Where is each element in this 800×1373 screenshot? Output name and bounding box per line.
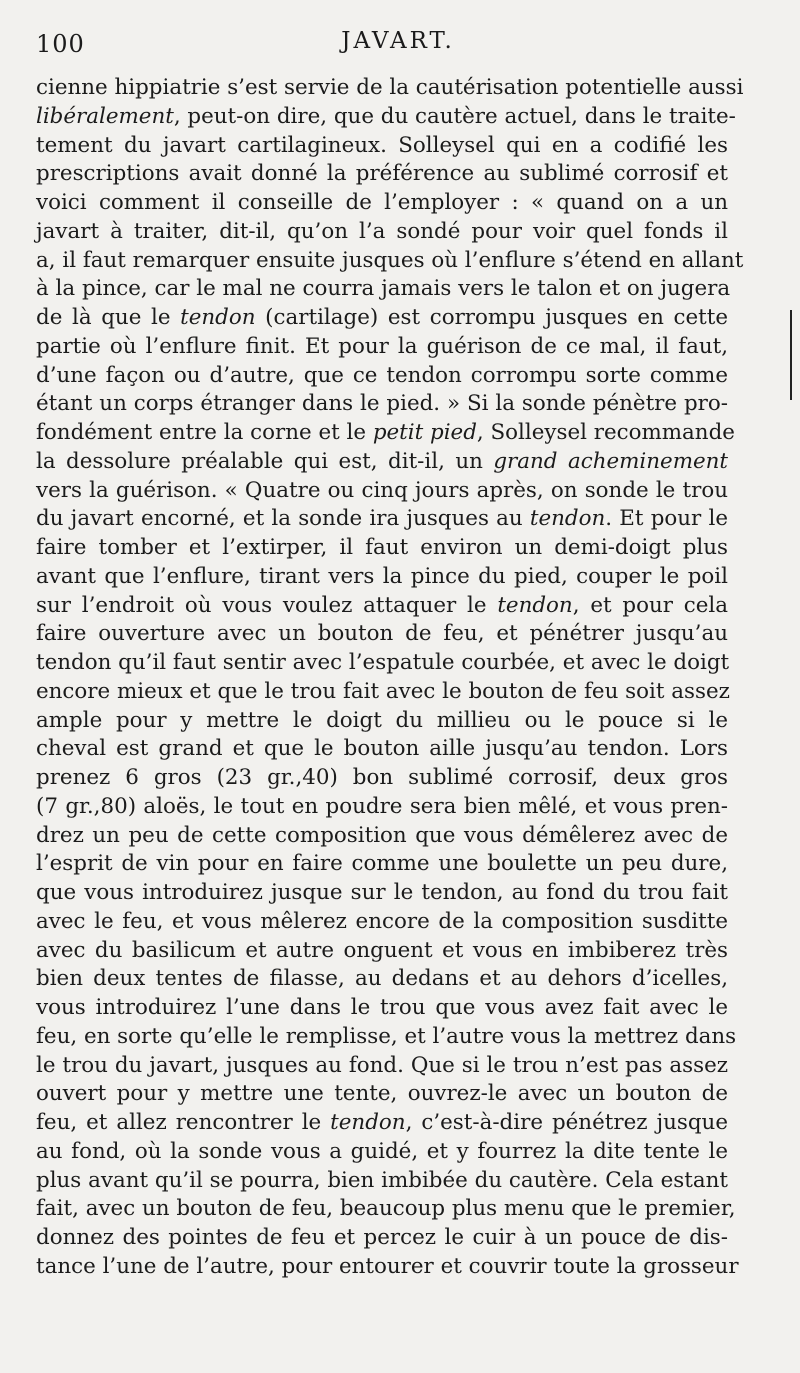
text-segment: le trou du javart, jusques au fond. Que si le trou n’est pas assez [36, 1052, 728, 1078]
text-segment: javart à traiter, dit-il, qu’on l’a sondé pour voir quel fonds il [36, 218, 728, 244]
text-segment: étant un corps étranger dans le pied. » Si la sonde pénètre pro- [36, 391, 728, 417]
text-segment: que vous introduirez jusque sur le tendon, au fond du trou fait [36, 880, 728, 905]
text-line [36, 1023, 737, 1052]
text-line [36, 563, 728, 592]
text-segment: ouvert pour y mettre une tente, ouvrez-le avec un bouton de [36, 1081, 728, 1107]
text-line [36, 592, 728, 621]
text-line [36, 74, 744, 103]
text-segment: prenez 6 gros (23 gr.,40) bon sublimé corrosif, deux gros [36, 765, 728, 790]
text-line [36, 333, 728, 362]
text-segment: (cartilage) est corrompu jusques en cette [255, 305, 728, 330]
text-segment: cienne hippiatrie s’est servie de la cautérisation potentielle aussi [36, 75, 744, 100]
italic-term: tendon [330, 1110, 406, 1135]
text-line [36, 822, 728, 851]
text-segment: au fond, où la sonde vous a guidé, et y fourrez la dite tente le [36, 1138, 728, 1164]
text-segment: prescriptions avait donné la préférence au sublimé corrosif et [36, 161, 728, 187]
text-line [36, 103, 736, 132]
text-line [36, 850, 728, 879]
text-line [36, 1080, 728, 1109]
text-line [36, 620, 728, 649]
page-number: 100 [36, 30, 85, 58]
text-segment: voici comment il conseille de l’employer : « quand on a un [36, 190, 728, 215]
text-segment: a, il faut remarquer ensuite jusques où l’enflure s’étend en allant [36, 247, 744, 273]
text-line [36, 965, 728, 994]
running-title: JAVART. [341, 28, 455, 54]
text-segment: faire tomber et l’extirper, il faut environ un demi-doigt plus [36, 535, 728, 560]
text-segment: . Et pour le [605, 506, 728, 532]
text-segment: du javart encorné, et la sonde ira jusques au [36, 506, 530, 532]
text-segment: faire ouverture avec un bouton de feu, et pénétrer jusqu’au [36, 621, 728, 647]
text-segment: la dessolure préalable qui est, dit-il, un [36, 448, 494, 474]
text-line [36, 189, 728, 218]
text-line [36, 132, 728, 161]
text-line [36, 908, 728, 937]
text-segment: , Solleysel recommande [476, 420, 735, 445]
italic-term: libéralement [36, 103, 174, 129]
text-segment: de là que le [36, 305, 181, 330]
italic-term: petit pied [372, 420, 477, 445]
text-segment: sur l’endroit où vous voulez attaquer le [36, 592, 498, 618]
text-line [36, 1253, 739, 1282]
margin-rule [790, 310, 792, 400]
text-segment: avant que l’enflure, tirant vers la pince du pied, couper le poil [36, 563, 728, 589]
text-segment: , peut-on dire, que du cautère actuel, dans le traite- [173, 103, 736, 129]
text-line [36, 1109, 728, 1138]
text-segment: d’une façon ou d’autre, que ce tendon corrompu sorte comme [36, 362, 728, 388]
text-segment: , et pour cela [572, 592, 728, 618]
text-line [36, 362, 728, 391]
text-line [36, 419, 735, 448]
body-text [36, 74, 744, 1282]
text-line [36, 649, 728, 678]
text-segment: drez un peu de cette composition que vous démêlerez avec de [36, 822, 728, 848]
text-line [36, 1224, 728, 1253]
text-segment: ample pour y mettre le doigt du millieu ou le pouce si le [36, 707, 728, 733]
text-line [36, 879, 728, 908]
text-segment: feu, et allez rencontrer le [36, 1110, 331, 1135]
text-segment: l’esprit de vin pour en faire comme une boulette un peu dure, [36, 851, 728, 877]
text-line [36, 1138, 728, 1167]
text-segment: vers la guérison. « Quatre ou cinq jours après, on sonde le trou [36, 477, 728, 503]
text-line [36, 275, 731, 304]
text-segment: (7 gr.,80) aloës, le tout en poudre sera bien mêlé, et vous pren- [36, 793, 728, 819]
text-segment: vous introduirez l’une dans le trou que vous avez fait avec le [36, 995, 728, 1020]
text-segment: encore mieux et que le trou fait avec le bouton de feu soit assez [36, 678, 730, 704]
text-line [36, 160, 728, 189]
text-line [36, 735, 728, 764]
text-line [36, 390, 728, 419]
text-line [36, 247, 744, 276]
text-line [36, 218, 728, 247]
text-line [36, 1052, 728, 1081]
italic-term: tendon [180, 305, 256, 330]
text-segment: à la pince, car le mal ne courra jamais vers le talon et on jugera [36, 276, 731, 302]
text-line [36, 304, 728, 333]
text-segment: cheval est grand et que le bouton aille jusqu’au tendon. Lors [36, 736, 728, 762]
italic-term: grand acheminement [493, 448, 729, 474]
text-segment: fondément entre la corne et le [36, 420, 373, 445]
italic-term: tendon [497, 592, 573, 618]
text-segment: plus avant qu’il se pourra, bien imbibée du cautère. Cela estant [36, 1167, 728, 1193]
text-line [36, 448, 728, 477]
text-segment: partie où l’enflure finit. Et pour la guérison de ce mal, il faut, [36, 333, 728, 359]
text-segment: fait, avec un bouton de feu, beaucoup plus menu que le premier, [36, 1196, 736, 1222]
text-segment: feu, en sorte qu’elle le remplisse, et l’autre vous la mettrez dans [36, 1023, 737, 1049]
text-segment: donnez des pointes de feu et percez le cuir à un pouce de dis- [36, 1225, 728, 1250]
text-segment: tendon qu’il faut sentir avec l’espatule courbée, et avec le doigt [36, 650, 730, 675]
page-header [36, 28, 760, 68]
text-line [36, 1195, 736, 1224]
text-line [36, 764, 728, 793]
text-segment: bien deux tentes de filasse, au dedans et au dehors d’icelles, [36, 966, 728, 992]
text-line [36, 477, 728, 506]
text-segment: , c’est-à-dire pénétrez jusque [405, 1110, 728, 1135]
text-line [36, 678, 728, 707]
text-line [36, 937, 728, 966]
text-segment: tance l’une de l’autre, pour entourer et couvrir toute la grosseur [36, 1253, 739, 1279]
text-segment: tement du javart cartilagineux. Solleysel qui en a codifié les [36, 132, 728, 158]
text-segment: avec du basilicum et autre onguent et vous en imbiberez très [36, 937, 728, 963]
text-segment: avec le feu, et vous mêlerez encore de la composition susditte [36, 908, 728, 934]
italic-term: tendon [529, 506, 606, 532]
text-line [36, 1167, 728, 1196]
text-line [36, 534, 728, 563]
text-line [36, 707, 728, 736]
text-line [36, 793, 728, 822]
text-line [36, 505, 728, 534]
text-line [36, 994, 728, 1023]
